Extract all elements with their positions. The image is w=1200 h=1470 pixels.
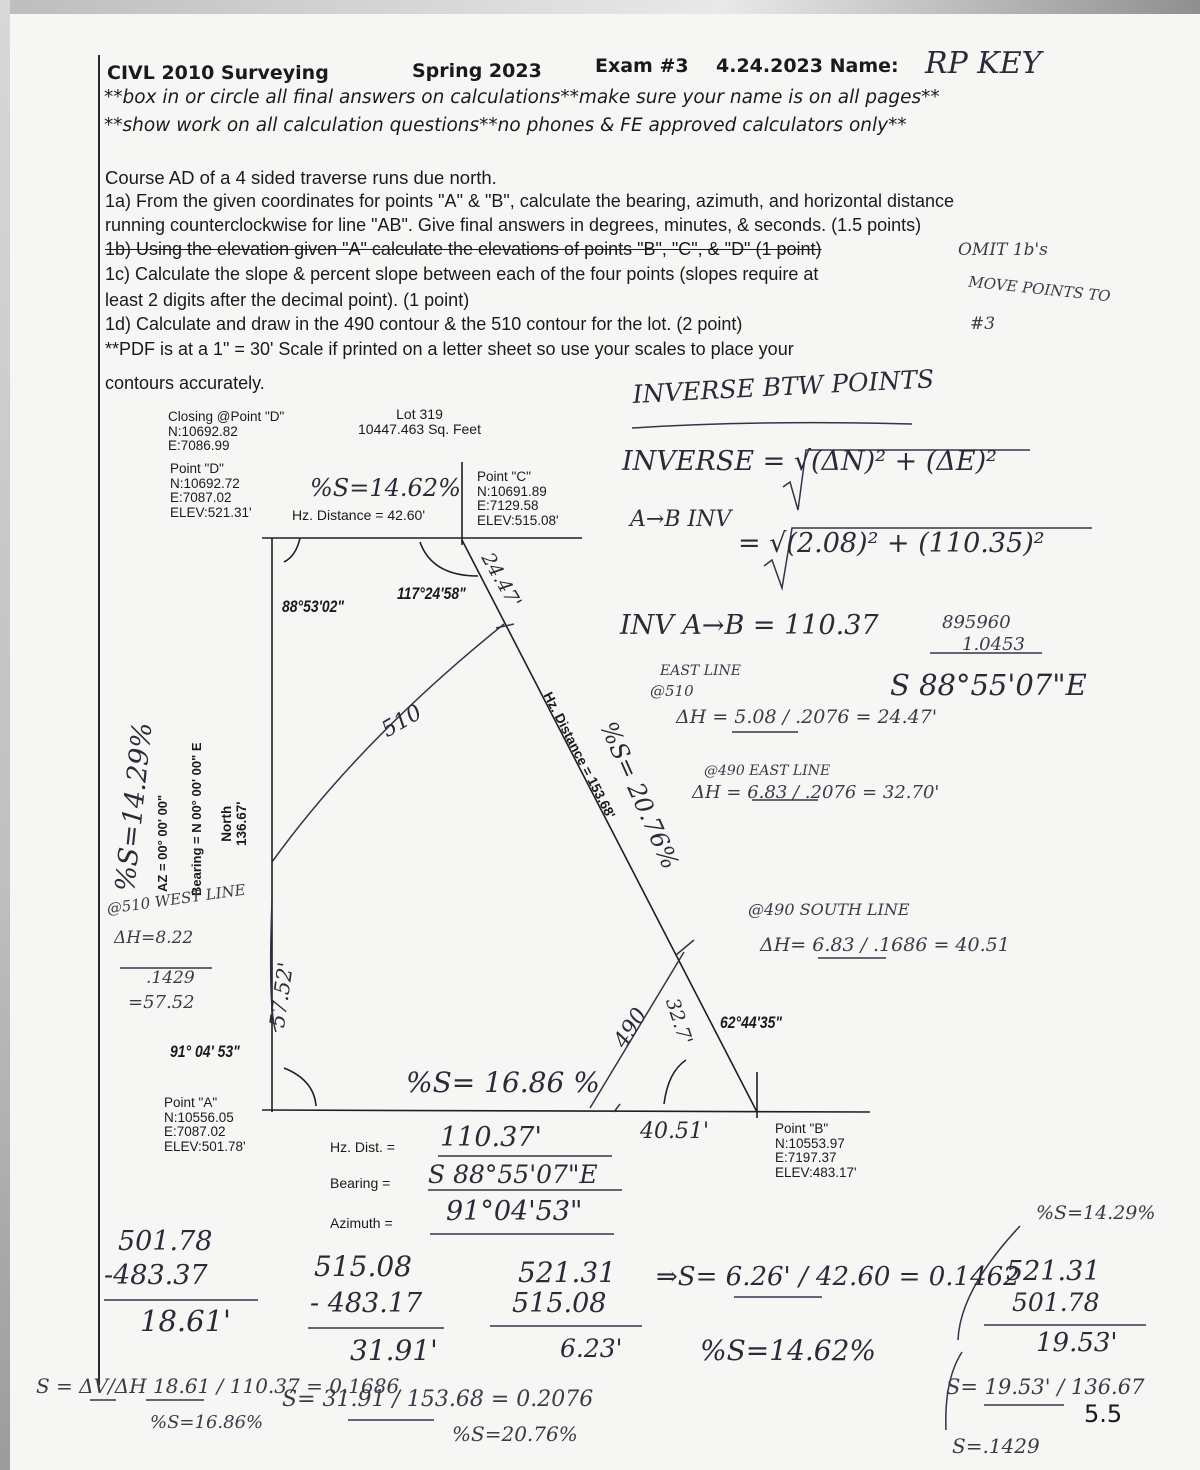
- instruction-line-1: **box in or circle all final answers on calculations**make sure your name is on all pages**: [104, 87, 940, 108]
- question-1a-line1: 1a) From the given coordinates for points "A" & "B", calculate the bearing, azimuth, and horizontal distance: [105, 191, 955, 211]
- south-490-dh: ΔH= 6.83 / .1686 = 40.51: [760, 934, 1010, 956]
- inverse-formula: INVERSE = √(ΔN)² + (ΔE)²: [622, 446, 997, 477]
- omit-note-1: OMIT 1b's: [958, 240, 1048, 260]
- course-title: CIVL 2010 Surveying: [107, 62, 329, 84]
- sub-b-line2: - 483.17: [310, 1288, 423, 1319]
- arc-angle-a: [284, 1068, 316, 1106]
- instruction-line-2: **show work on all calculation questions**no phones & FE approved calculators only**: [104, 115, 907, 136]
- omit-note-3: #3: [970, 314, 996, 334]
- inverse-strike: [632, 423, 912, 428]
- east-490-dh: ΔH = 6.83 / .2076 = 32.70': [692, 782, 940, 803]
- lot-label: Lot 319 10447.463 Sq. Feet: [358, 406, 481, 438]
- angle-b: 62°44'35": [720, 1013, 783, 1032]
- student-name: RP KEY: [925, 46, 1042, 81]
- bearing-calc-bottom: 1.0453: [962, 634, 1025, 655]
- azimuth-label: Azimuth =: [330, 1215, 393, 1231]
- pct-slope-cb: %S= 20.76%: [594, 717, 685, 874]
- north-distance: North 136.67': [219, 801, 249, 846]
- slope-dc-pct: %S=14.62%: [700, 1334, 877, 1367]
- contour-510-line: [272, 624, 504, 862]
- question-1b-struck: 1b) Using the elevation given "A" calculate the elevations of points "B", "C", & "D" (1 point): [105, 239, 822, 259]
- score-mark: 5.5: [1084, 1400, 1123, 1428]
- angle-a: 91° 04' 53": [170, 1042, 240, 1061]
- arc-angle-b: [664, 1060, 686, 1104]
- slope-ab-calc: S = ΔV/ΔH 18.61 / 110.37 = 0.1686: [36, 1374, 400, 1398]
- right-sub-line2: 501.78: [1012, 1288, 1100, 1317]
- question-intro: Course AD of a 4 sided traverse runs due north.: [105, 167, 497, 188]
- inverse-ab-calc: = √(2.08)² + (110.35)²: [738, 528, 1045, 559]
- inverse-ab-label: A→B INV: [630, 507, 732, 532]
- sub-a-line2: -483.37: [104, 1260, 208, 1291]
- right-slope-result: S=.1429: [952, 1434, 1040, 1458]
- slope-cb-calc: S= 31.91 / 153.68 = 0.2076: [282, 1387, 594, 1412]
- right-sub-line1: 521.31: [1006, 1256, 1101, 1287]
- pct-slope-ab: %S= 16.86 %: [406, 1066, 600, 1099]
- sub-b-result: 31.91': [350, 1334, 438, 1367]
- pdf-scale-note-2: contours accurately.: [105, 373, 265, 393]
- hz-distance-dc: Hz. Distance = 42.60': [292, 507, 426, 523]
- pct-slope-dc: %S=14.62%: [310, 474, 461, 502]
- term-label: Spring 2023: [412, 60, 542, 82]
- sub-b-line1: 515.08: [314, 1250, 412, 1283]
- hz-dist-answer: 110.37': [440, 1122, 542, 1153]
- sub-a-result: 18.61': [140, 1304, 231, 1338]
- question-1c-line1: 1c) Calculate the slope & percent slope between each of the four points (slopes require at: [105, 264, 819, 284]
- east-line-dh: ΔH = 5.08 / .2076 = 24.47': [676, 706, 938, 728]
- bearing-answer: S 88°55'07"E: [428, 1160, 598, 1189]
- sub-c-line1: 521.31: [518, 1256, 616, 1289]
- east-490-note-1: @490 EAST LINE: [704, 763, 831, 779]
- west-510-note-2: ΔH=8.22: [114, 928, 194, 948]
- exam-label: Exam #3: [595, 55, 689, 77]
- arc-angle-d: [284, 538, 300, 562]
- question-1c-line2: least 2 digits after the decimal point). (1 point): [105, 290, 470, 310]
- closing-label: Closing @Point "D" N:10692.82 E:7086.99: [168, 409, 285, 454]
- sub-a-line1: 501.78: [118, 1226, 213, 1257]
- right-slope-calc: S= 19.53' / 136.67: [946, 1375, 1145, 1399]
- question-1a-line2: running counterclockwise for line "AB". Give final answers in degrees, minutes, & seconds. (1.5 points): [105, 215, 922, 235]
- slope-ab-pct: %S=16.86%: [150, 1412, 264, 1433]
- inverse-ab-result: INV A→B = 110.37: [620, 610, 879, 641]
- exam-date: 4.24.2023 Name:: [716, 55, 899, 77]
- bearing-side-result: S 88°55'07"E: [890, 668, 1087, 702]
- south-490-note-1: @490 SOUTH LINE: [748, 900, 910, 919]
- offset-b-east: 32.7': [660, 995, 697, 1048]
- point-a-label: Point "A" N:10556.05 E:7087.02 ELEV:501.78': [164, 1095, 246, 1154]
- contour-490-label: 490: [609, 1003, 653, 1053]
- contour-490-tick: [676, 940, 694, 955]
- offset-c-east: 24.47': [476, 549, 526, 612]
- hz-distance-cb: Hz. Distance = 153.68': [540, 689, 619, 821]
- east-line-note-1: EAST LINE: [660, 663, 742, 679]
- omit-note-2: MOVE POINTS TO: [967, 272, 1112, 306]
- pct-slope-west: %S=14.29%: [110, 720, 159, 894]
- sub-c-line2: 515.08: [512, 1288, 607, 1319]
- point-c-label: Point "C" N:10691.89 E:7129.58 ELEV:515.08': [477, 469, 559, 528]
- right-pct-slope: %S=14.29%: [1036, 1202, 1156, 1224]
- line-ab-south: [262, 1110, 870, 1112]
- right-sub-result: 19.53': [1036, 1328, 1118, 1358]
- offset-west: 57.52': [265, 960, 298, 1030]
- west-510-note-3: .1429: [146, 968, 195, 988]
- azimuth-answer: 91°04'53": [446, 1196, 583, 1227]
- slope-dc-calc: ⇒S= 6.26' / 42.60 = 0.1462: [656, 1262, 1020, 1292]
- point-b-label: Point "B" N:10553.97 E:7197.37 ELEV:483.17': [775, 1121, 857, 1180]
- arc-angle-c: [420, 542, 478, 576]
- point-d-label: Point "D" N:10692.72 E:7087.02 ELEV:521.31': [170, 461, 252, 520]
- bearing-calc-top: 895960: [942, 612, 1011, 633]
- contour-510-label: 510: [377, 700, 427, 743]
- angle-c: 117°24'58": [397, 584, 466, 603]
- slope-cb-pct: %S=20.76%: [452, 1422, 578, 1446]
- bearing-ad: Bearing = N 00° 00' 00" E: [189, 742, 204, 896]
- hz-dist-label: Hz. Dist. =: [330, 1139, 395, 1155]
- angle-d: 88°53'02": [282, 597, 345, 616]
- east-line-note-2: @510: [650, 682, 694, 700]
- sub-c-result: 6.23': [560, 1334, 623, 1363]
- inverse-title: INVERSE BTW POINTS: [631, 364, 935, 409]
- west-510-note-4: =57.52: [128, 992, 195, 1013]
- offset-ab-south: 40.51': [640, 1119, 710, 1144]
- pdf-scale-note-1: **PDF is at a 1" = 30' Scale if printed on a letter sheet so use your scales to place your: [105, 339, 794, 359]
- west-510-note-1: @510 WEST LINE: [105, 880, 247, 918]
- bearing-label: Bearing =: [330, 1175, 391, 1191]
- question-1d: 1d) Calculate and draw in the 490 contour & the 510 contour for the lot. (2 point): [105, 314, 743, 334]
- azimuth-ad: AZ = 00° 00' 00": [155, 794, 170, 892]
